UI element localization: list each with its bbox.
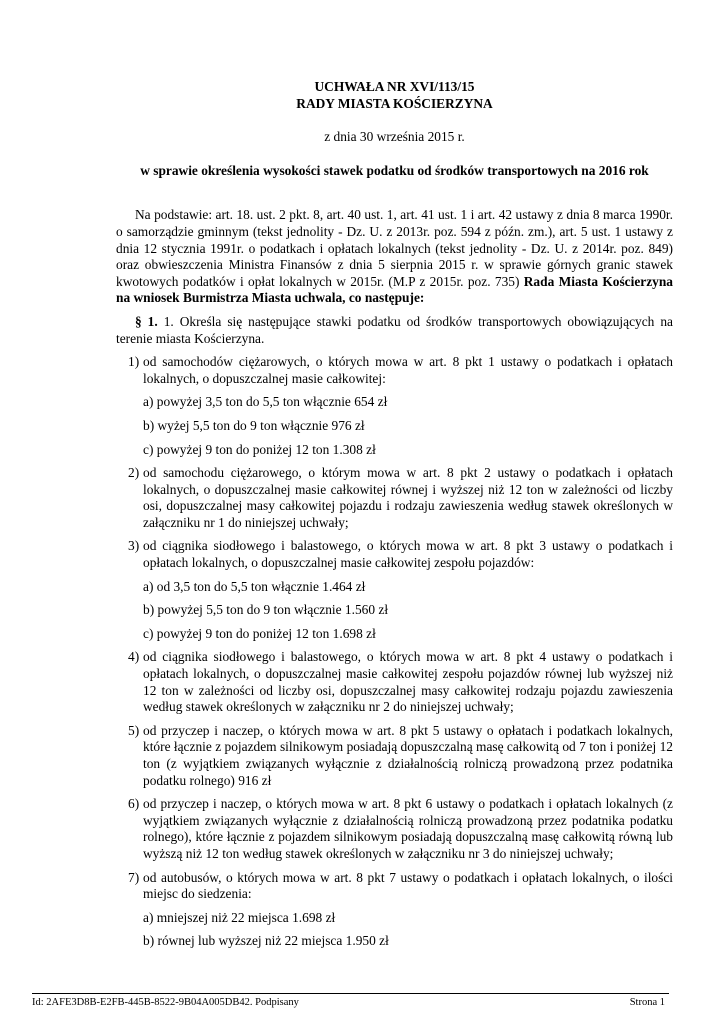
legal-basis-paragraph [116, 207, 673, 307]
title-line-1: UCHWAŁA NR XVI/113/15 [314, 79, 475, 94]
list-item-4-text: od ciągnika siodłowego i balastowego, o których mowa w art. 8 pkt 4 ustawy o podatkach i opłatach lokalnych, o dopuszczalnej masie całkowitej zespołu pojazdów równej lub wyższej niż 12 ton w zależności od liczby osi, dopuszczalnej masy całkowitej rodzaju pojazdu zawieszenia według stawek określonych w załączniku nr 2 do niniejszej uchwały; [143, 649, 673, 715]
list-item-1-sub-a: a) powyżej 3,5 ton do 5,5 ton włącznie 654 zł [143, 394, 388, 410]
list-item-1-text: od samochodów ciężarowych, o których mowa w art. 8 pkt 1 ustawy o podatkach i opłatach lokalnych, o dopuszczalnej masie całkowitej: [143, 354, 673, 386]
list-item-7 [116, 870, 673, 903]
legal-basis-text: Na podstawie: art. 18. ust. 2 pkt. 8, art. 40 ust. 1, art. 41 ust. 1 i art. 42 ustawy z dnia 8 marca 1990r. o samorządzie gminnym (tekst jednolity - Dz. U. z 2013r. poz. 594 z późn. zm.), art. 5 ust. 1 ustawy z dnia 12 stycznia 1991r. o podatkach i opłatach lokalnych (tekst jednolity - Dz. U. z 2014r. poz. 849) oraz obwieszczenia Ministra Finansów z dnia 5 sierpnia 2015 r. w sprawie górnych granic stawek kwotowych podatków i opłat lokalnych w 2015r. (M.P z 2015r. poz. 735) [116, 207, 673, 289]
list-item-1-sub-c: c) powyżej 9 ton do poniżej 12 ton 1.308 zł [143, 441, 376, 457]
list-item-6-text: od przyczep i naczep, o których mowa w art. 8 pkt 6 ustawy o podatkach i opłatach lokalnych (z wyjątkiem związanych wyłącznie z działalnością rolniczą prowadzoną przez podatnika podatku rolnego), które łącznie z pojazdem silnikowym posiadają dopuszczalną masę całkowitą równą lub wyższą niż 12 ton według stawek określonych w załączniku nr 3 do niniejszej uchwały; [143, 796, 673, 861]
title-line-2: RADY MIASTA KOŚCIERZYNA [296, 95, 493, 111]
list-item-2-text: od samochodu ciężarowego, o którym mowa w art. 8 pkt 2 ustawy o podatkach i opłatach lokalnych, o dopuszczalnej masie całkowitej równej i wyższej niż 12 ton w zależności od liczby osi, dopuszczalnej masy całkowitej pojazdu i rodzaju zawieszenia według stawek określonych w załączniku nr 1 do niniejszej uchwały; [143, 465, 673, 530]
list-item-3-sub-c: c) powyżej 9 ton do poniżej 12 ton 1.698 zł [143, 625, 376, 641]
list-item-5-number: 5) [128, 722, 140, 738]
list-item-2-number: 2) [128, 465, 140, 481]
resolution-subject: w sprawie określenia wysokości stawek podatku od środków transportowych na 2016 rok [140, 162, 649, 178]
list-item-6-number: 6) [128, 796, 140, 812]
document-body [116, 79, 673, 950]
list-item-4 [116, 649, 673, 715]
section-1-paragraph [116, 314, 673, 347]
list-item-6 [116, 796, 673, 862]
legal-basis-bold: Rada Miasta Kościerzyna na wniosek Burmistrza Miasta uchwala, co następuje: [116, 273, 673, 306]
list-item-5-text: od przyczep i naczep, o których mowa w art. 8 pkt 5 ustawy o opłatach i podatkach lokalnych, które łącznie z pojazdem silnikowym posiadają dopuszczalną masę całkowitą od 7 ton i poniżej 12 ton (z wyjątkiem związanych wyłącznie z działalnością rolniczą prowadzoną przez podatnika podatku rolnego) 916 zł [143, 722, 673, 788]
document-id: Id: 2AFE3D8B-E2FB-445B-8522-9B04A005DB42. Podpisany [32, 997, 299, 1008]
list-item-1-number: 1) [128, 354, 140, 370]
list-item-4-number: 4) [128, 649, 140, 665]
resolution-date: z dnia 30 września 2015 r. [324, 129, 465, 145]
list-item-1-sub-b: b) wyżej 5,5 ton do 9 ton włącznie 976 zł [143, 417, 365, 433]
list-item-3-sub-b: b) powyżej 5,5 ton do 9 ton włącznie 1.560 zł [143, 602, 389, 618]
list-item-3-text: od ciągnika siodłowego i balastowego, o których mowa w art. 8 pkt 3 ustawy o podatkach i opłatach lokalnych, o dopuszczalnej masie całkowitej zespołu pojazdów: [143, 538, 673, 571]
section-1-text: 1. Określa się następujące stawki podatku od środków transportowych obowiązujących na terenie miasta Kościerzyna. [116, 313, 673, 346]
footer-divider [32, 993, 669, 994]
section-1-mark: § 1. [135, 313, 158, 329]
list-item-2 [116, 465, 673, 531]
list-item-3-sub-a: a) od 3,5 ton do 5,5 ton włącznie 1.464 zł [143, 578, 366, 594]
resolution-title [116, 79, 673, 112]
list-item-3-number: 3) [128, 538, 140, 554]
list-item-7-text: od autobusów, o których mowa w art. 8 pkt 7 ustawy o podatkach i opłatach lokalnych, o ilości miejsc do siedzenia: [143, 869, 673, 902]
list-item-7-sub-a: a) mniejszej niż 22 miejsca 1.698 zł [143, 909, 336, 925]
list-item-1 [116, 354, 673, 387]
list-item-3 [116, 538, 673, 571]
list-item-5 [116, 723, 673, 789]
page-number: Strona 1 [629, 997, 665, 1008]
list-item-7-number: 7) [128, 869, 140, 885]
list-item-7-sub-b: b) równej lub wyższej niż 22 miejsca 1.950 zł [143, 933, 389, 949]
